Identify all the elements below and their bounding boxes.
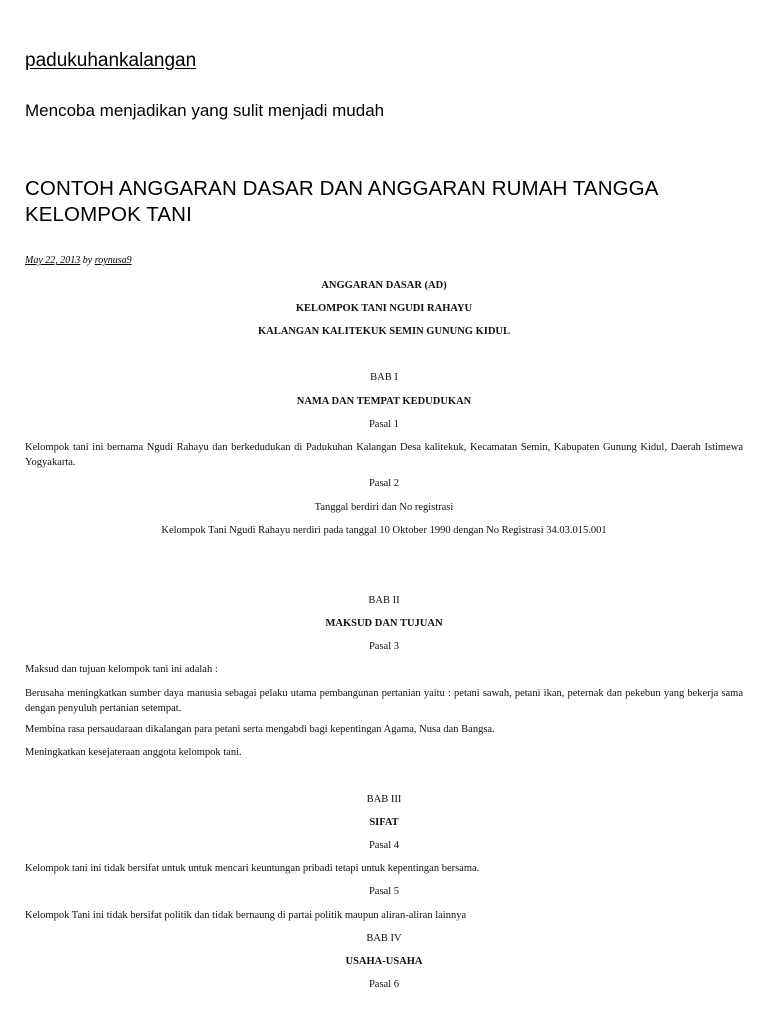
pasal2-label: Pasal 2 [368,478,400,489]
post-author-link[interactable]: roynusa9 [94,255,132,266]
pasal2-text: Kelompok Tani Ngudi Rahayu nerdiri pada tanggal 10 Oktober 1990 dengan No Registrasi 34.03.015.001 [161,525,607,536]
pasal4-text: Kelompok tani ini tidak bersifat untuk untuk mencari keuntungan pribadi tetapi untuk kepentingan bersama. [25,863,480,874]
post-by-label: by [82,255,93,266]
bab3-title: SIFAT [369,817,399,828]
pasal3-intro: Maksud dan tujuan kelompok tani ini adalah : [25,664,218,675]
pasal4-label: Pasal 4 [368,840,400,851]
pasal3-label: Pasal 3 [368,641,400,652]
pasal6-label: Pasal 6 [368,979,400,990]
bab4-label: BAB IV [366,933,402,944]
post-meta [25,255,132,266]
pasal5-label: Pasal 5 [368,886,400,897]
bab4-title: USAHA-USAHA [345,956,423,967]
pasal3-item-1: Berusaha meningkatkan sumber daya manusia sebagai pelaku utama pembangunan pertanian yaitu : petani sawah, petani ikan, peternak dan pekebun yang bekerja sama dengan penyuluh pertanian setempat. [25,688,743,714]
group-name-heading: KELOMPOK TANI NGUDI RAHAYU [295,303,473,314]
pasal3-item-3: Meningkatkan kesejateraan anggota kelompok tani. [25,747,242,758]
location-heading: KALANGAN KALITEKUK SEMIN GUNUNG KIDUL [257,326,511,337]
pasal1-text: Kelompok tani ini bernama Ngudi Rahayu dan berkedudukan di Padukuhan Kalangan Desa kalitekuk, Kecamatan Semin, Kabupaten Gunung Kidul, Daerah Istimewa Yogyakarta. [25,442,743,468]
ad-heading: ANGGARAN DASAR (AD) [321,280,447,291]
site-description: Mencoba menjadikan yang sulit menjadi mudah [25,101,385,120]
pasal2-title: Tanggal berdiri dan No registrasi [314,502,454,513]
site-title-link[interactable]: padukuhankalangan [25,50,197,71]
post-title: CONTOH ANGGARAN DASAR DAN ANGGARAN RUMAH TANGGA KELOMPOK TANI [25,177,658,226]
pasal5-text: Kelompok Tani ini tidak bersifat politik dan tidak bernaung di partai politik maupun aliran-aliran lainnya [25,910,467,921]
bab2-label: BAB II [368,595,400,606]
bab2-title: MAKSUD DAN TUJUAN [325,618,443,629]
bab1-label: BAB I [370,372,398,383]
pasal3-item-2: Membina rasa persaudaraan dikalangan para petani serta mengabdi bagi kepentingan Agama, Nusa dan Bangsa. [25,724,495,735]
bab1-title: NAMA DAN TEMPAT KEDUDUKAN [296,396,472,407]
pasal1-label: Pasal 1 [368,419,400,430]
post-date-link[interactable]: May 22, 2013 [25,255,81,266]
bab3-label: BAB III [366,794,402,805]
